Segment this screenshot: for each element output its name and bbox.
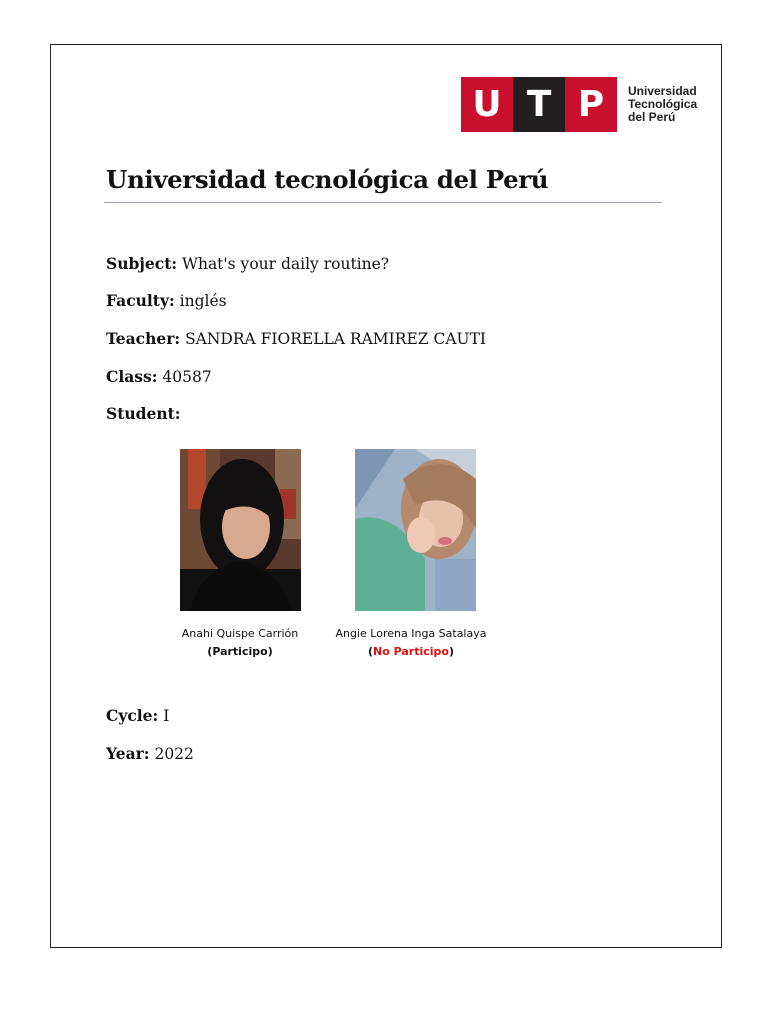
student-field (106, 404, 180, 423)
cycle-field (106, 706, 169, 725)
subject-value: What's your daily routine? (182, 255, 390, 273)
year-field (106, 744, 194, 763)
faculty-field (106, 291, 227, 310)
year-label: Year: (106, 744, 150, 763)
student-name-1: Anahi Quispe Carrión (181, 627, 299, 640)
student-caption-1 (140, 625, 340, 661)
student-caption-2 (311, 625, 511, 661)
student-status-1-close: ) (267, 645, 273, 658)
document-page (50, 44, 722, 948)
student-status-1 (140, 643, 340, 661)
student-photo-1 (180, 449, 301, 611)
class-label: Class: (106, 367, 158, 386)
logo-letter-t: T (513, 77, 565, 132)
cycle-value: I (163, 707, 170, 725)
logo-text-line-2: Tecnológica (628, 97, 698, 111)
year-value: 2022 (154, 745, 194, 763)
title-underline (104, 202, 662, 203)
logo-text-line-3: del Perú (628, 110, 676, 124)
logo-wordmark (628, 85, 697, 124)
student-photo-2-image (355, 449, 476, 611)
subject-field (106, 254, 389, 273)
student-photo-2 (355, 449, 476, 611)
utp-logo-mark (461, 77, 617, 132)
student-label: Student: (106, 404, 181, 423)
document-title: Universidad tecnológica del Perú (106, 165, 549, 194)
student-status-1-text: Participo (212, 645, 268, 658)
teacher-value: SANDRA FIORELLA RAMIREZ CAUTI (185, 330, 487, 348)
student-status-2 (311, 643, 511, 661)
teacher-field (106, 329, 486, 348)
student-status-2-text: No Participo (373, 645, 449, 658)
student-status-2-open: ( (367, 645, 374, 658)
utp-logo (461, 77, 697, 132)
cycle-label: Cycle: (106, 706, 159, 725)
student-status-1-open: ( (207, 645, 213, 658)
class-field (106, 367, 212, 386)
class-value: 40587 (162, 368, 212, 386)
teacher-label: Teacher: (106, 329, 181, 348)
logo-letter-p: P (565, 77, 617, 132)
logo-text-line-1: Universidad (628, 84, 697, 98)
logo-letter-u: U (461, 77, 513, 132)
student-name-2: Angie Lorena Inga Satalaya (335, 627, 487, 640)
student-status-2-close: ) (448, 645, 455, 658)
subject-label: Subject: (106, 254, 178, 273)
student-photo-1-image (180, 449, 301, 611)
faculty-label: Faculty: (106, 291, 175, 310)
faculty-value: inglés (179, 292, 227, 310)
